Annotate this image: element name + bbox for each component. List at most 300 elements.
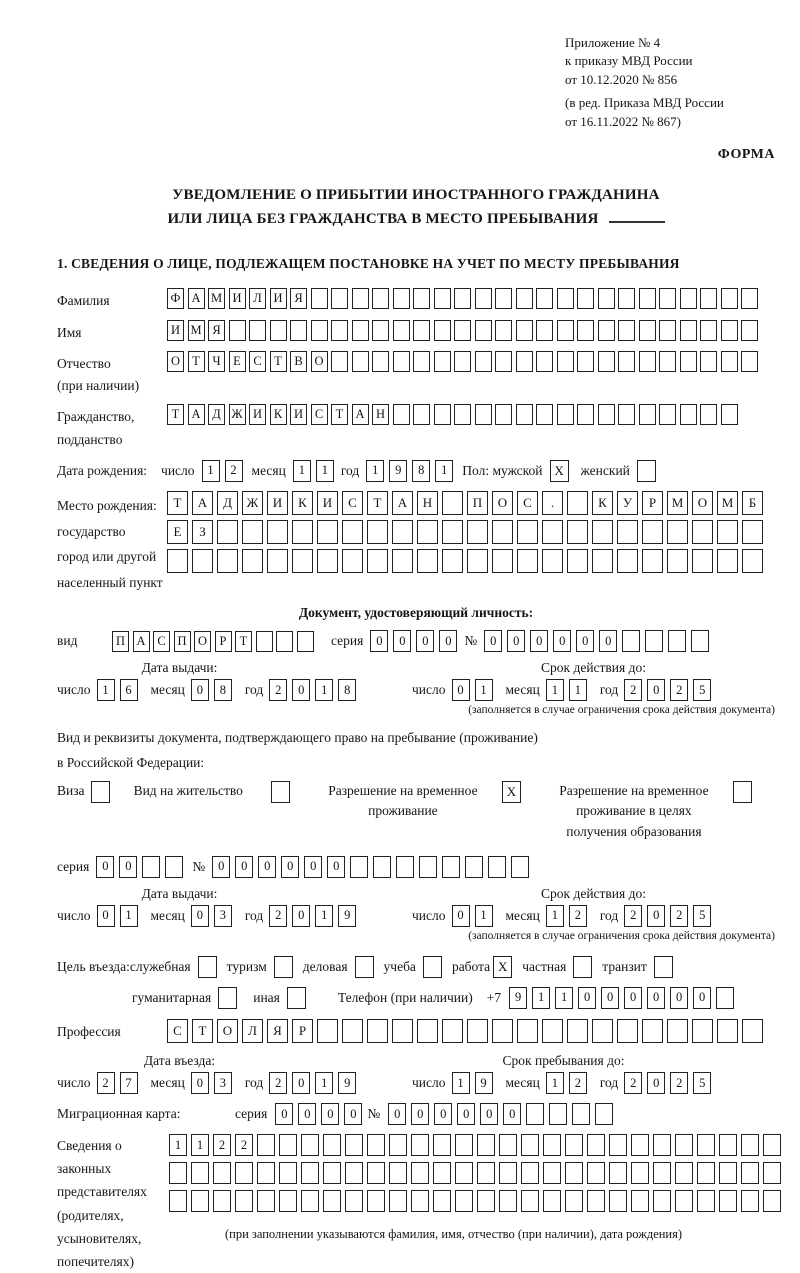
char-cell[interactable]: Л (242, 1019, 263, 1043)
char-cell[interactable]: 0 (530, 630, 548, 652)
char-cell[interactable]: 1 (191, 1134, 209, 1156)
char-cell[interactable] (763, 1162, 781, 1184)
char-cell[interactable] (536, 351, 553, 372)
char-cell[interactable]: 0 (553, 630, 571, 652)
char-cell[interactable] (716, 987, 734, 1009)
char-cell[interactable]: 2 (569, 1072, 587, 1094)
char-cell[interactable] (323, 1162, 341, 1184)
char-cell[interactable]: 0 (212, 856, 230, 878)
char-cell[interactable] (567, 1019, 588, 1043)
char-cell[interactable]: 1 (569, 679, 587, 701)
char-cell[interactable]: 0 (281, 856, 299, 878)
char-cell[interactable] (595, 1103, 613, 1125)
char-cell[interactable] (717, 549, 738, 573)
char-cell[interactable] (700, 404, 717, 425)
sex-male-checkbox[interactable]: X (550, 460, 569, 482)
char-cell[interactable] (411, 1134, 429, 1156)
char-cell[interactable] (345, 1162, 363, 1184)
char-cell[interactable]: О (194, 631, 211, 652)
char-cell[interactable] (442, 856, 460, 878)
char-cell[interactable] (367, 1190, 385, 1212)
char-cell[interactable]: И (267, 491, 288, 515)
tourism-checkbox[interactable] (274, 956, 293, 978)
char-cell[interactable] (721, 351, 738, 372)
char-cell[interactable] (267, 520, 288, 544)
char-cell[interactable] (352, 288, 369, 309)
char-cell[interactable] (521, 1134, 539, 1156)
char-cell[interactable] (417, 520, 438, 544)
char-cell[interactable]: 2 (569, 905, 587, 927)
char-cell[interactable]: Б (742, 491, 763, 515)
char-cell[interactable]: 0 (292, 679, 310, 701)
char-cell[interactable]: С (167, 1019, 188, 1043)
char-cell[interactable] (495, 288, 512, 309)
char-cell[interactable] (667, 520, 688, 544)
char-cell[interactable] (543, 1162, 561, 1184)
char-cell[interactable] (618, 404, 635, 425)
char-cell[interactable]: 9 (338, 1072, 356, 1094)
char-cell[interactable]: Е (229, 351, 246, 372)
char-cell[interactable] (323, 1134, 341, 1156)
char-cell[interactable]: 9 (509, 987, 527, 1009)
char-cell[interactable] (741, 1162, 759, 1184)
char-cell[interactable]: . (542, 491, 563, 515)
char-cell[interactable] (317, 549, 338, 573)
char-cell[interactable] (659, 288, 676, 309)
char-cell[interactable]: 0 (97, 905, 115, 927)
char-cell[interactable] (521, 1190, 539, 1212)
char-cell[interactable] (235, 1162, 253, 1184)
char-cell[interactable] (292, 520, 313, 544)
char-cell[interactable] (680, 288, 697, 309)
char-cell[interactable]: Н (417, 491, 438, 515)
private-checkbox[interactable] (573, 956, 592, 978)
char-cell[interactable] (350, 856, 368, 878)
char-cell[interactable] (301, 1162, 319, 1184)
char-cell[interactable] (413, 320, 430, 341)
char-cell[interactable]: И (317, 491, 338, 515)
char-cell[interactable]: 6 (120, 679, 138, 701)
char-cell[interactable] (492, 549, 513, 573)
char-cell[interactable]: 0 (647, 1072, 665, 1094)
char-cell[interactable]: И (270, 288, 287, 309)
char-cell[interactable] (345, 1134, 363, 1156)
char-cell[interactable] (617, 520, 638, 544)
char-cell[interactable] (331, 288, 348, 309)
char-cell[interactable] (467, 520, 488, 544)
char-cell[interactable] (667, 549, 688, 573)
char-cell[interactable] (642, 1019, 663, 1043)
char-cell[interactable]: 0 (235, 856, 253, 878)
char-cell[interactable]: 0 (388, 1103, 406, 1125)
char-cell[interactable] (389, 1134, 407, 1156)
char-cell[interactable] (680, 320, 697, 341)
char-cell[interactable] (477, 1190, 495, 1212)
char-cell[interactable]: 2 (670, 905, 688, 927)
char-cell[interactable] (557, 404, 574, 425)
char-cell[interactable] (536, 404, 553, 425)
char-cell[interactable] (442, 491, 463, 515)
char-cell[interactable] (311, 288, 328, 309)
char-cell[interactable] (442, 520, 463, 544)
char-cell[interactable]: 0 (344, 1103, 362, 1125)
char-cell[interactable]: 1 (120, 905, 138, 927)
char-cell[interactable]: Р (292, 1019, 313, 1043)
char-cell[interactable]: 0 (119, 856, 137, 878)
char-cell[interactable]: 2 (235, 1134, 253, 1156)
char-cell[interactable]: 0 (292, 905, 310, 927)
char-cell[interactable] (742, 1019, 763, 1043)
char-cell[interactable] (592, 549, 613, 573)
char-cell[interactable]: С (153, 631, 170, 652)
char-cell[interactable]: 0 (578, 987, 596, 1009)
char-cell[interactable] (417, 1019, 438, 1043)
char-cell[interactable] (719, 1162, 737, 1184)
char-cell[interactable]: Т (367, 491, 388, 515)
char-cell[interactable] (517, 520, 538, 544)
char-cell[interactable]: 1 (315, 905, 333, 927)
char-cell[interactable]: Я (267, 1019, 288, 1043)
char-cell[interactable]: 9 (338, 905, 356, 927)
char-cell[interactable]: 1 (546, 679, 564, 701)
char-cell[interactable] (659, 404, 676, 425)
char-cell[interactable]: 1 (435, 460, 453, 482)
char-cell[interactable] (392, 520, 413, 544)
char-cell[interactable]: М (188, 320, 205, 341)
char-cell[interactable] (434, 351, 451, 372)
char-cell[interactable]: 0 (484, 630, 502, 652)
char-cell[interactable] (526, 1103, 544, 1125)
char-cell[interactable] (488, 856, 506, 878)
char-cell[interactable] (622, 630, 640, 652)
char-cell[interactable]: 2 (624, 1072, 642, 1094)
char-cell[interactable]: 0 (452, 679, 470, 701)
char-cell[interactable]: 8 (214, 679, 232, 701)
char-cell[interactable]: 1 (202, 460, 220, 482)
char-cell[interactable]: 2 (670, 1072, 688, 1094)
char-cell[interactable]: Я (208, 320, 225, 341)
char-cell[interactable]: А (133, 631, 150, 652)
char-cell[interactable] (467, 1019, 488, 1043)
char-cell[interactable] (345, 1190, 363, 1212)
char-cell[interactable] (372, 351, 389, 372)
char-cell[interactable]: Р (642, 491, 663, 515)
char-cell[interactable] (411, 1190, 429, 1212)
char-cell[interactable] (235, 1190, 253, 1212)
char-cell[interactable] (617, 549, 638, 573)
char-cell[interactable] (697, 1134, 715, 1156)
char-cell[interactable] (290, 320, 307, 341)
char-cell[interactable] (631, 1190, 649, 1212)
char-cell[interactable]: 0 (576, 630, 594, 652)
char-cell[interactable]: Т (167, 491, 188, 515)
char-cell[interactable]: 1 (315, 1072, 333, 1094)
char-cell[interactable] (521, 1162, 539, 1184)
char-cell[interactable] (454, 288, 471, 309)
char-cell[interactable] (372, 320, 389, 341)
char-cell[interactable]: З (192, 520, 213, 544)
char-cell[interactable]: 0 (624, 987, 642, 1009)
char-cell[interactable]: 0 (480, 1103, 498, 1125)
char-cell[interactable] (565, 1134, 583, 1156)
char-cell[interactable] (393, 288, 410, 309)
char-cell[interactable] (454, 404, 471, 425)
char-cell[interactable] (741, 320, 758, 341)
char-cell[interactable]: 0 (439, 630, 457, 652)
char-cell[interactable] (477, 1134, 495, 1156)
char-cell[interactable] (257, 1134, 275, 1156)
char-cell[interactable]: 2 (97, 1072, 115, 1094)
char-cell[interactable] (279, 1190, 297, 1212)
char-cell[interactable] (741, 288, 758, 309)
char-cell[interactable] (413, 404, 430, 425)
char-cell[interactable]: Ж (242, 491, 263, 515)
char-cell[interactable] (393, 351, 410, 372)
char-cell[interactable] (389, 1162, 407, 1184)
char-cell[interactable] (592, 520, 613, 544)
char-cell[interactable] (598, 351, 615, 372)
char-cell[interactable] (442, 549, 463, 573)
char-cell[interactable] (577, 404, 594, 425)
char-cell[interactable] (516, 288, 533, 309)
char-cell[interactable]: О (492, 491, 513, 515)
char-cell[interactable] (434, 404, 451, 425)
char-cell[interactable] (617, 1019, 638, 1043)
char-cell[interactable] (495, 404, 512, 425)
char-cell[interactable] (549, 1103, 567, 1125)
char-cell[interactable] (542, 520, 563, 544)
char-cell[interactable]: М (208, 288, 225, 309)
char-cell[interactable] (675, 1162, 693, 1184)
char-cell[interactable] (373, 856, 391, 878)
char-cell[interactable] (323, 1190, 341, 1212)
char-cell[interactable] (565, 1162, 583, 1184)
char-cell[interactable]: 9 (389, 460, 407, 482)
char-cell[interactable]: 9 (475, 1072, 493, 1094)
char-cell[interactable] (331, 351, 348, 372)
char-cell[interactable] (741, 1190, 759, 1212)
char-cell[interactable] (249, 320, 266, 341)
char-cell[interactable] (618, 351, 635, 372)
visa-checkbox[interactable] (91, 781, 110, 803)
sex-female-checkbox[interactable] (637, 460, 656, 482)
char-cell[interactable]: 1 (452, 1072, 470, 1094)
char-cell[interactable] (516, 404, 533, 425)
char-cell[interactable]: 1 (315, 679, 333, 701)
char-cell[interactable] (270, 320, 287, 341)
char-cell[interactable]: О (692, 491, 713, 515)
char-cell[interactable]: Т (270, 351, 287, 372)
char-cell[interactable] (417, 549, 438, 573)
char-cell[interactable] (477, 1162, 495, 1184)
char-cell[interactable] (692, 549, 713, 573)
char-cell[interactable]: О (217, 1019, 238, 1043)
char-cell[interactable] (317, 1019, 338, 1043)
char-cell[interactable] (659, 320, 676, 341)
char-cell[interactable]: 0 (670, 987, 688, 1009)
char-cell[interactable]: В (290, 351, 307, 372)
char-cell[interactable] (511, 856, 529, 878)
char-cell[interactable] (516, 320, 533, 341)
char-cell[interactable] (692, 1019, 713, 1043)
char-cell[interactable]: Е (167, 520, 188, 544)
char-cell[interactable] (577, 288, 594, 309)
char-cell[interactable] (367, 520, 388, 544)
char-cell[interactable]: 0 (457, 1103, 475, 1125)
char-cell[interactable] (433, 1134, 451, 1156)
char-cell[interactable] (536, 288, 553, 309)
char-cell[interactable]: 0 (298, 1103, 316, 1125)
char-cell[interactable] (543, 1134, 561, 1156)
char-cell[interactable] (653, 1134, 671, 1156)
char-cell[interactable] (192, 549, 213, 573)
char-cell[interactable]: 0 (599, 630, 617, 652)
char-cell[interactable]: 0 (693, 987, 711, 1009)
char-cell[interactable] (393, 404, 410, 425)
char-cell[interactable]: 1 (366, 460, 384, 482)
char-cell[interactable] (191, 1190, 209, 1212)
char-cell[interactable] (653, 1162, 671, 1184)
char-cell[interactable]: 2 (225, 460, 243, 482)
char-cell[interactable] (598, 404, 615, 425)
char-cell[interactable]: 2 (624, 905, 642, 927)
char-cell[interactable] (536, 320, 553, 341)
char-cell[interactable]: 2 (624, 679, 642, 701)
char-cell[interactable]: Ч (208, 351, 225, 372)
char-cell[interactable]: А (352, 404, 369, 425)
char-cell[interactable]: У (617, 491, 638, 515)
char-cell[interactable] (680, 351, 697, 372)
char-cell[interactable] (455, 1134, 473, 1156)
char-cell[interactable] (317, 520, 338, 544)
char-cell[interactable] (311, 320, 328, 341)
char-cell[interactable] (454, 320, 471, 341)
char-cell[interactable] (169, 1190, 187, 1212)
residence-permit-checkbox[interactable] (271, 781, 290, 803)
char-cell[interactable] (342, 520, 363, 544)
char-cell[interactable] (499, 1190, 517, 1212)
char-cell[interactable] (257, 1190, 275, 1212)
char-cell[interactable]: А (192, 491, 213, 515)
char-cell[interactable] (396, 856, 414, 878)
char-cell[interactable] (455, 1190, 473, 1212)
char-cell[interactable] (631, 1134, 649, 1156)
char-cell[interactable]: 1 (97, 679, 115, 701)
char-cell[interactable] (257, 1162, 275, 1184)
char-cell[interactable] (609, 1190, 627, 1212)
char-cell[interactable] (557, 320, 574, 341)
char-cell[interactable] (434, 288, 451, 309)
char-cell[interactable]: 1 (169, 1134, 187, 1156)
char-cell[interactable]: И (229, 288, 246, 309)
char-cell[interactable] (542, 1019, 563, 1043)
char-cell[interactable]: Я (290, 288, 307, 309)
char-cell[interactable]: 1 (293, 460, 311, 482)
char-cell[interactable]: 0 (434, 1103, 452, 1125)
char-cell[interactable]: 0 (452, 905, 470, 927)
char-cell[interactable]: С (342, 491, 363, 515)
char-cell[interactable]: 0 (647, 905, 665, 927)
char-cell[interactable]: 0 (416, 630, 434, 652)
char-cell[interactable]: 0 (304, 856, 322, 878)
char-cell[interactable] (742, 520, 763, 544)
char-cell[interactable] (587, 1162, 605, 1184)
char-cell[interactable]: 3 (214, 1072, 232, 1094)
char-cell[interactable]: 0 (321, 1103, 339, 1125)
char-cell[interactable] (217, 549, 238, 573)
char-cell[interactable] (392, 1019, 413, 1043)
char-cell[interactable] (372, 288, 389, 309)
char-cell[interactable]: 5 (693, 679, 711, 701)
char-cell[interactable]: А (188, 404, 205, 425)
char-cell[interactable]: Н (372, 404, 389, 425)
char-cell[interactable]: О (167, 351, 184, 372)
char-cell[interactable]: 0 (191, 679, 209, 701)
char-cell[interactable] (618, 320, 635, 341)
char-cell[interactable] (631, 1162, 649, 1184)
char-cell[interactable]: 5 (693, 1072, 711, 1094)
char-cell[interactable] (279, 1162, 297, 1184)
char-cell[interactable]: 0 (411, 1103, 429, 1125)
char-cell[interactable]: 8 (338, 679, 356, 701)
char-cell[interactable] (301, 1134, 319, 1156)
char-cell[interactable]: И (290, 404, 307, 425)
char-cell[interactable] (680, 404, 697, 425)
char-cell[interactable] (495, 351, 512, 372)
char-cell[interactable] (229, 320, 246, 341)
char-cell[interactable] (367, 1162, 385, 1184)
char-cell[interactable] (691, 630, 709, 652)
char-cell[interactable] (413, 351, 430, 372)
char-cell[interactable]: 0 (393, 630, 411, 652)
char-cell[interactable]: К (592, 491, 613, 515)
char-cell[interactable] (169, 1162, 187, 1184)
char-cell[interactable] (492, 1019, 513, 1043)
char-cell[interactable] (700, 351, 717, 372)
char-cell[interactable] (598, 288, 615, 309)
char-cell[interactable] (587, 1134, 605, 1156)
char-cell[interactable] (721, 320, 738, 341)
char-cell[interactable] (467, 549, 488, 573)
char-cell[interactable] (598, 320, 615, 341)
char-cell[interactable] (301, 1190, 319, 1212)
humanitarian-checkbox[interactable] (218, 987, 237, 1009)
char-cell[interactable]: Т (167, 404, 184, 425)
char-cell[interactable] (719, 1190, 737, 1212)
char-cell[interactable] (455, 1162, 473, 1184)
char-cell[interactable]: 1 (555, 987, 573, 1009)
char-cell[interactable] (433, 1190, 451, 1212)
char-cell[interactable] (367, 549, 388, 573)
char-cell[interactable]: Т (331, 404, 348, 425)
char-cell[interactable] (475, 351, 492, 372)
char-cell[interactable] (659, 351, 676, 372)
char-cell[interactable] (741, 1134, 759, 1156)
char-cell[interactable]: А (392, 491, 413, 515)
char-cell[interactable]: С (311, 404, 328, 425)
char-cell[interactable]: Л (249, 288, 266, 309)
char-cell[interactable]: 2 (269, 679, 287, 701)
char-cell[interactable] (639, 351, 656, 372)
char-cell[interactable] (242, 520, 263, 544)
char-cell[interactable] (577, 320, 594, 341)
char-cell[interactable]: П (467, 491, 488, 515)
temp-permit-checkbox[interactable]: X (502, 781, 521, 803)
char-cell[interactable] (567, 549, 588, 573)
char-cell[interactable] (167, 549, 188, 573)
char-cell[interactable]: 2 (269, 1072, 287, 1094)
char-cell[interactable] (567, 520, 588, 544)
